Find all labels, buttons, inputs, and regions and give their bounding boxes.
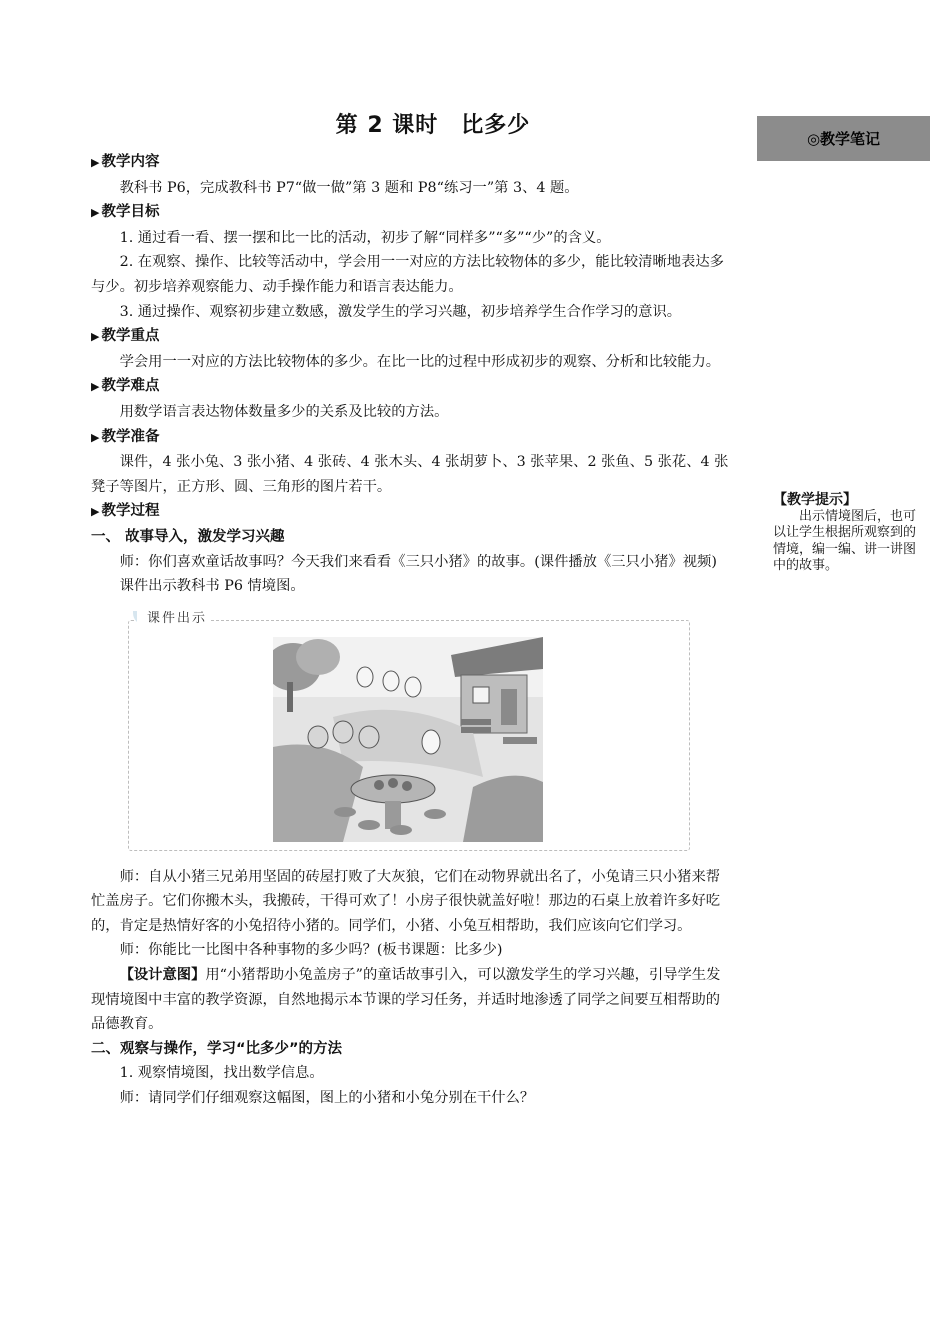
teaching-tip-text: 出示情境图后，也可以让学生根据所观察到的情境，编一编、讲一讲图中的故事。 bbox=[773, 508, 917, 573]
courseware-figure bbox=[91, 607, 731, 865]
teaching-tip bbox=[773, 492, 923, 575]
triangle-bullet-icon: ▶ bbox=[91, 430, 100, 444]
main-content bbox=[91, 150, 731, 1111]
key-text: 学会用一一对应的方法比较物体的多少。在比一比的过程中形成初步的观察、分析和比较能力。 bbox=[119, 353, 721, 370]
part1-paragraph: 课件出示教科书 P6 情境图。 bbox=[119, 578, 305, 595]
design-intent bbox=[91, 963, 731, 1037]
triangle-bullet-icon: ▶ bbox=[91, 330, 100, 344]
triangle-bullet-icon: ▶ bbox=[91, 206, 100, 220]
prep-text: 课件，4 张小兔、3 张小猪、4 张砖、4 张木头、4 张胡萝卜、3 张苹果、2 张鱼、5 张花、4 张凳子等图片，正方形、圆、三角形的图片若干。 bbox=[91, 454, 729, 495]
triangle-bullet-icon: ▶ bbox=[91, 505, 100, 519]
heading-goals: ▶ 教学目标 bbox=[91, 204, 160, 221]
part1-paragraph: 师：自从小猪三兄弟用坚固的砖屋打败了大灰狼，它们在动物界就出名了，小兔请三只小猪来帮忙盖房子。它们你搬木头，我搬砖，干得可欢了！小房子很快就盖好啦！那边的石桌上放着许多好吃的，肯定是热情好客的小兔招待小猪的。同学们，小猪、小兔互相帮助，我们应该向它们学习。 bbox=[91, 868, 721, 934]
part2-paragraph: 师：请同学们仔细观察这幅图，图上的小猪和小兔分别在干什么？ bbox=[119, 1090, 535, 1107]
part1-paragraph: 师：你们喜欢童话故事吗？今天我们来看看《三只小猪》的故事。(课件播放《三只小猪》视频) bbox=[119, 553, 717, 570]
difficulty-text: 用数学语言表达物体数量多少的关系及比较的方法。 bbox=[119, 403, 449, 420]
heading-process: ▶ 教学过程 bbox=[91, 503, 160, 520]
triangle-bullet-icon: ▶ bbox=[91, 380, 100, 394]
goal-item: 2. 在观察、操作、比较等活动中，学会用一一对应的方法比较物体的多少，能比较清晰地表达多与少。初步培养观察能力、动手操作能力和语言表达能力。 bbox=[91, 254, 724, 295]
teaching-notes-header: ◎教学笔记 bbox=[757, 116, 930, 161]
design-intent-text: 用“小猪帮助小兔盖房子”的童话故事引入，可以激发学生的学习兴趣，引导学生发现情境图中丰富的教学资源，自然地揭示本节课的学习任务，并适时地渗透了同学之间要互相帮助的品德教育。 bbox=[91, 967, 721, 1033]
part1-title: 一、 故事导入，激发学习兴趣 bbox=[91, 528, 285, 545]
triangle-bullet-icon: ▶ bbox=[91, 156, 100, 169]
content-text: 教科书 P6，完成教科书 P7“做一做”第 3 题和 P8“练习一”第 3、4 题。 bbox=[119, 179, 579, 196]
teaching-tip-title: 【教学提示】 bbox=[773, 492, 857, 508]
heading-content: ▶ 教学内容 bbox=[91, 154, 160, 170]
part1-paragraph: 师：你能比一比图中各种事物的多少吗？(板书课题：比多少) bbox=[119, 942, 503, 959]
goal-item: 3. 通过操作、观察初步建立数感，激发学生的学习兴趣，初步培养学生合作学习的意识。 bbox=[119, 303, 682, 320]
lesson-title: 第 2 课时 比多少 bbox=[335, 113, 531, 138]
heading-prep: ▶ 教学准备 bbox=[91, 428, 160, 445]
heading-difficulty: ▶ 教学难点 bbox=[91, 378, 160, 395]
goal-item: 1. 通过看一看、摆一摆和比一比的活动，初步了解“同样多”“多”“少”的含义。 bbox=[119, 229, 611, 246]
scene-illustration bbox=[273, 637, 543, 842]
figure-label: 课件出示 bbox=[137, 607, 211, 632]
part2-title: 二、观察与操作，学习“比多少”的方法 bbox=[91, 1040, 343, 1057]
part2-paragraph: 1. 观察情境图，找出数学信息。 bbox=[119, 1065, 324, 1082]
design-intent-label: 【设计意图】 bbox=[119, 967, 206, 984]
heading-key: ▶ 教学重点 bbox=[91, 328, 160, 345]
